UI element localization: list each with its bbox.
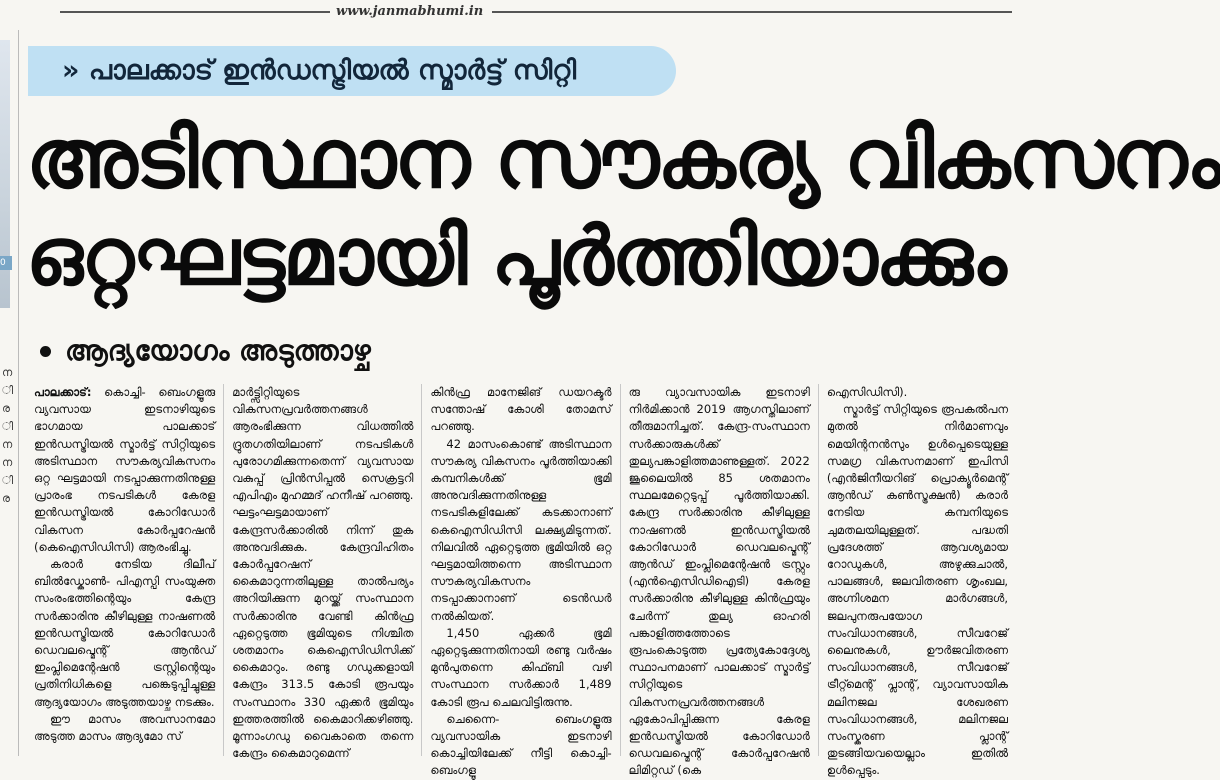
article-paragraph — [34, 384, 215, 556]
top-rule-left — [60, 11, 330, 13]
article-paragraph: കരാർ നേടിയ ദിലീപ് ബിൽഡ്കോൺ- പിഎസ്പി സംയുക്ത സംരംഭത്തിന്റെയും കേന്ദ്ര സർക്കാരിനു കീഴിലുള്ള നാഷണൽ ഇൻഡസ്ട്രിയൽ കോറിഡോർ ഡെവലപ്മെന്റ് ആൻഡ് ഇംപ്ലിമെന്റേഷൻ ട്രസ്റ്റിന്റെയും പ്രതിനിധികളെ പങ്കെടുപ്പിച്ചുള്ള ആദ്യയോഗം അടുത്തയാഴ്ച നടക്കും. — [34, 557, 216, 709]
article-paragraph: 1,450 ഏക്കർ ഭൂമി ഏറ്റെടുക്കുന്നതിനായി രണ്ടു വർഷം മുൻപുതന്നെ കിഫ്ബി വഴി സംസ്ഥാന സർക്കാർ 1,489 കോടി രൂപ ചെലവിട്ടിരുന്നു. — [430, 625, 612, 709]
article-column-2 — [224, 384, 422, 761]
adjacent-glyph: ന — [2, 438, 13, 451]
article-paragraph: ഈ മാസം അവസാനമോ അടുത്ത മാസം ആദ്യമോ സ് — [34, 711, 216, 744]
subheadline-text: ആദ്യയോഗം അടുത്താഴ്ച — [65, 334, 371, 367]
subheadline — [40, 334, 371, 368]
adjacent-glyph: ന — [2, 456, 13, 469]
adjacent-glyph: ി — [2, 384, 14, 397]
article-column-3 — [422, 384, 620, 778]
kicker-banner — [28, 46, 676, 96]
adjacent-glyph: ി — [2, 474, 14, 487]
article-paragraph: മാർട്ട്സിറ്റിയുടെ വികസനപ്രവർത്തനങ്ങൾ ആരംഭിക്കുന്ന വിധത്തിൽ ദ്രുതഗതിയിലാണ് നടപടികൾ പുരോഗമിക്കുന്നതെന്ന് വ്യവസായ വകുപ്പ് പ്രിൻസിപ്പൽ സെക്രട്ടറി എപിഎം മുഹമ്മദ് ഹനീഷ് പറഞ്ഞു. ഘട്ടംഘട്ടമായാണ് കേന്ദ്രസർക്കാരിൽ നിന്ന് തുക അനുവദിക്കുക. കേന്ദ്രവിഹിതം കോർപ്പറേഷന് കൈമാറുന്നതിലുള്ള താൽപര്യം അറിയിക്കുന്ന മുറയ്ക്ക് സംസ്ഥാന സർക്കാരിനു വേണ്ടി കിൻഫ്ര ഏറ്റെടുത്ത ഭൂമിയുടെ നിശ്ചിത ശതമാനം കെഐസിഡിസിക്ക് കൈമാറും. രണ്ടു ഗഡുക്കളായി കേന്ദ്രം 313.5 കോടി രൂപയും സംസ്ഥാനം 330 ഏക്കർ ഭൂമിയും ഇത്തരത്തിൽ കൈമാറിക്കഴിഞ്ഞു. മൂന്നാംഗഡു വൈകാതെ തന്നെ കേന്ദ്രം കൈമാറുമെന്ന് — [232, 385, 414, 761]
top-bar — [0, 0, 1024, 30]
top-rule-right — [492, 11, 1012, 13]
article-paragraph: സ്മാർട്ട് സിറ്റിയുടെ രൂപകൽപന മുതൽ നിർമാണവും മെയിന്റനൻസും ഉൾപ്പെടെയുള്ള സമഗ്ര വികസനമാണ് ഇപിസി (എൻജിനീയറിങ് പ്രൊക്യൂർമെന്റ് ആൻഡ് കൺസ്ട്രക്ഷൻ) കരാർ നേടിയ കമ്പനിയുടെ ചുമതലയിലുള്ളത്. പദ്ധതി പ്രദേശത്ത് ആവശ്യമായ റോഡുകൾ, അഴുക്കുചാൽ, പാലങ്ങൾ, ജലവിതരണ ശൃംഖല, അഗ്നിശമന മാർഗങ്ങൾ, ജലപുനരുപയോഗ സംവിധാനങ്ങൾ, സീവറേജ് ലൈനുകൾ, ഊർജവിതരണ സംവിധാനങ്ങൾ, സീവറേജ് ട്രീറ്റ്മെന്റ് പ്ലാന്റ്, വ്യാവസായിക മലിനജല ശേഖരണ സംവിധാനങ്ങൾ, മലിനജല സംസ്കരണ പ്ലാന്റ് തുടങ്ങിയവയെല്ലാം ഇതിൽ ഉൾപ്പെടും. — [826, 402, 1009, 778]
site-url: www.janmabhumi.in — [336, 4, 484, 19]
paragraph-text: കൊച്ചി- ബെംഗളൂരു വ്യവസായ ഇടനാഴിയുടെ ഭാഗമായ പാലക്കാട് ഇൻഡസ്ട്രിയൽ സ്മാർട്ട് സിറ്റിയുടെ അടിസ്ഥാന സൗകര്യവികസനം ഒറ്റ ഘട്ടമായി നടപ്പാക്കുന്നതിനുള്ള പ്രാരംഭ നടപടികൾ കേരള ഇൻഡസ്ട്രിയൽ കോറിഡോർ വികസന കോർപ്പറേഷൻ (കെഐസിഡിസി) ആരംഭിച്ചു. — [34, 385, 216, 554]
article-column-1 — [26, 384, 224, 756]
adjacent-badge: 0 — [0, 256, 12, 270]
adjacent-glyph: ന — [2, 366, 13, 379]
article-paragraph: രു വ്യാവസായിക ഇടനാഴി നിർമിക്കാൻ 2019 ആഗസ്തിലാണ് തീരുമാനിച്ചത്. കേന്ദ്ര-സംസ്ഥാന സർക്കാരുകൾക്ക് തുല്യപങ്കാളിത്തമാണുള്ളത്. 2022 ജൂലൈയിൽ 85 ശതമാനം സ്ഥലമേറ്റെടുപ്പ് പൂർത്തിയാക്കി. കേന്ദ്ര സർക്കാരിനു കീഴിലുള്ള നാഷണൽ ഇൻഡസ്ട്രിയൽ കോറിഡോർ ഡെവലപ്മെന്റ് ആൻഡ് ഇംപ്ലിമെന്റേഷൻ ട്രസ്റ്റും (എൻഐസിഡിഐടി) കേരള സർക്കാരിനു കീഴിലുള്ള കിൻഫ്രയും ചേർന്ന് തുല്യ ഓഹരി പങ്കാളിത്തത്തോടെ രൂപംകൊടുത്ത പ്രത്യേകോദ്ദേശ്യ സ്ഥാപനമാണ് പാലക്കാട് സ്മാർട്ട് സിറ്റിയുടെ വികസനപ്രവർത്തനങ്ങൾ ഏകോപിപ്പിക്കുന്ന കേരള ഇൻഡസ്ട്രിയൽ കോറിഡോർ ഡെവലപ്മെന്റ് കോർപ്പറേഷൻ ലിമിറ്റഡ് (കെ — [628, 385, 810, 778]
adjacent-glyph: ി — [2, 420, 14, 433]
adjacent-column-strip — [0, 30, 19, 756]
article-body — [26, 384, 1016, 778]
bullet-icon — [40, 346, 51, 357]
headline-line-1: അടിസ്ഥാന സൗകര്യ വികസനം — [26, 112, 1220, 207]
adjacent-glyph: ര — [2, 402, 10, 415]
headline-line-2: ഒറ്റഘട്ടമായി പൂർത്തിയാക്കും — [26, 210, 1005, 303]
article-paragraph: 42 മാസംകൊണ്ട് അടിസ്ഥാന സൗകര്യ വികസനം പൂർത്തിയാക്കി കമ്പനികൾക്ക് ഭൂമി അനുവദിക്കുന്നതിനുള്ള നടപടികളിലേക്ക് കടക്കാനാണ് കെഐസിഡിസി ലക്ഷ്യമിടുന്നത്. നിലവിൽ ഏറ്റെടുത്ത ഭൂമിയിൽ ഒറ്റ ഘട്ടമായിത്തന്നെ അടിസ്ഥാന സൗകര്യവികസനം നടപ്പാക്കാനാണ് ടെൻഡർ നൽകിയത്. — [430, 436, 612, 623]
article-column-5 — [819, 384, 1016, 778]
kicker-text: » പാലക്കാട് ഇൻഡസ്ട്രിയൽ സ്മാർട്ട് സിറ്റി — [62, 55, 577, 86]
article-paragraph: കിൻഫ്ര മാനേജിങ് ഡയറക്ടർ സന്തോഷ് കോശി തോമസ് പറഞ്ഞു. — [430, 385, 612, 434]
dateline: പാലക്കാട്: — [34, 385, 92, 399]
article-paragraph: ചെന്നൈ- ബെംഗളൂരു വ്യവസായിക ഇടനാഴി കൊച്ചിയിലേക്ക് നീട്ടി കൊച്ചി- ബെംഗളൂ — [430, 711, 612, 778]
article-paragraph: ഐസിഡിസി). — [826, 385, 908, 399]
article-column-4 — [621, 384, 819, 778]
adjacent-glyph: ര — [2, 492, 10, 505]
